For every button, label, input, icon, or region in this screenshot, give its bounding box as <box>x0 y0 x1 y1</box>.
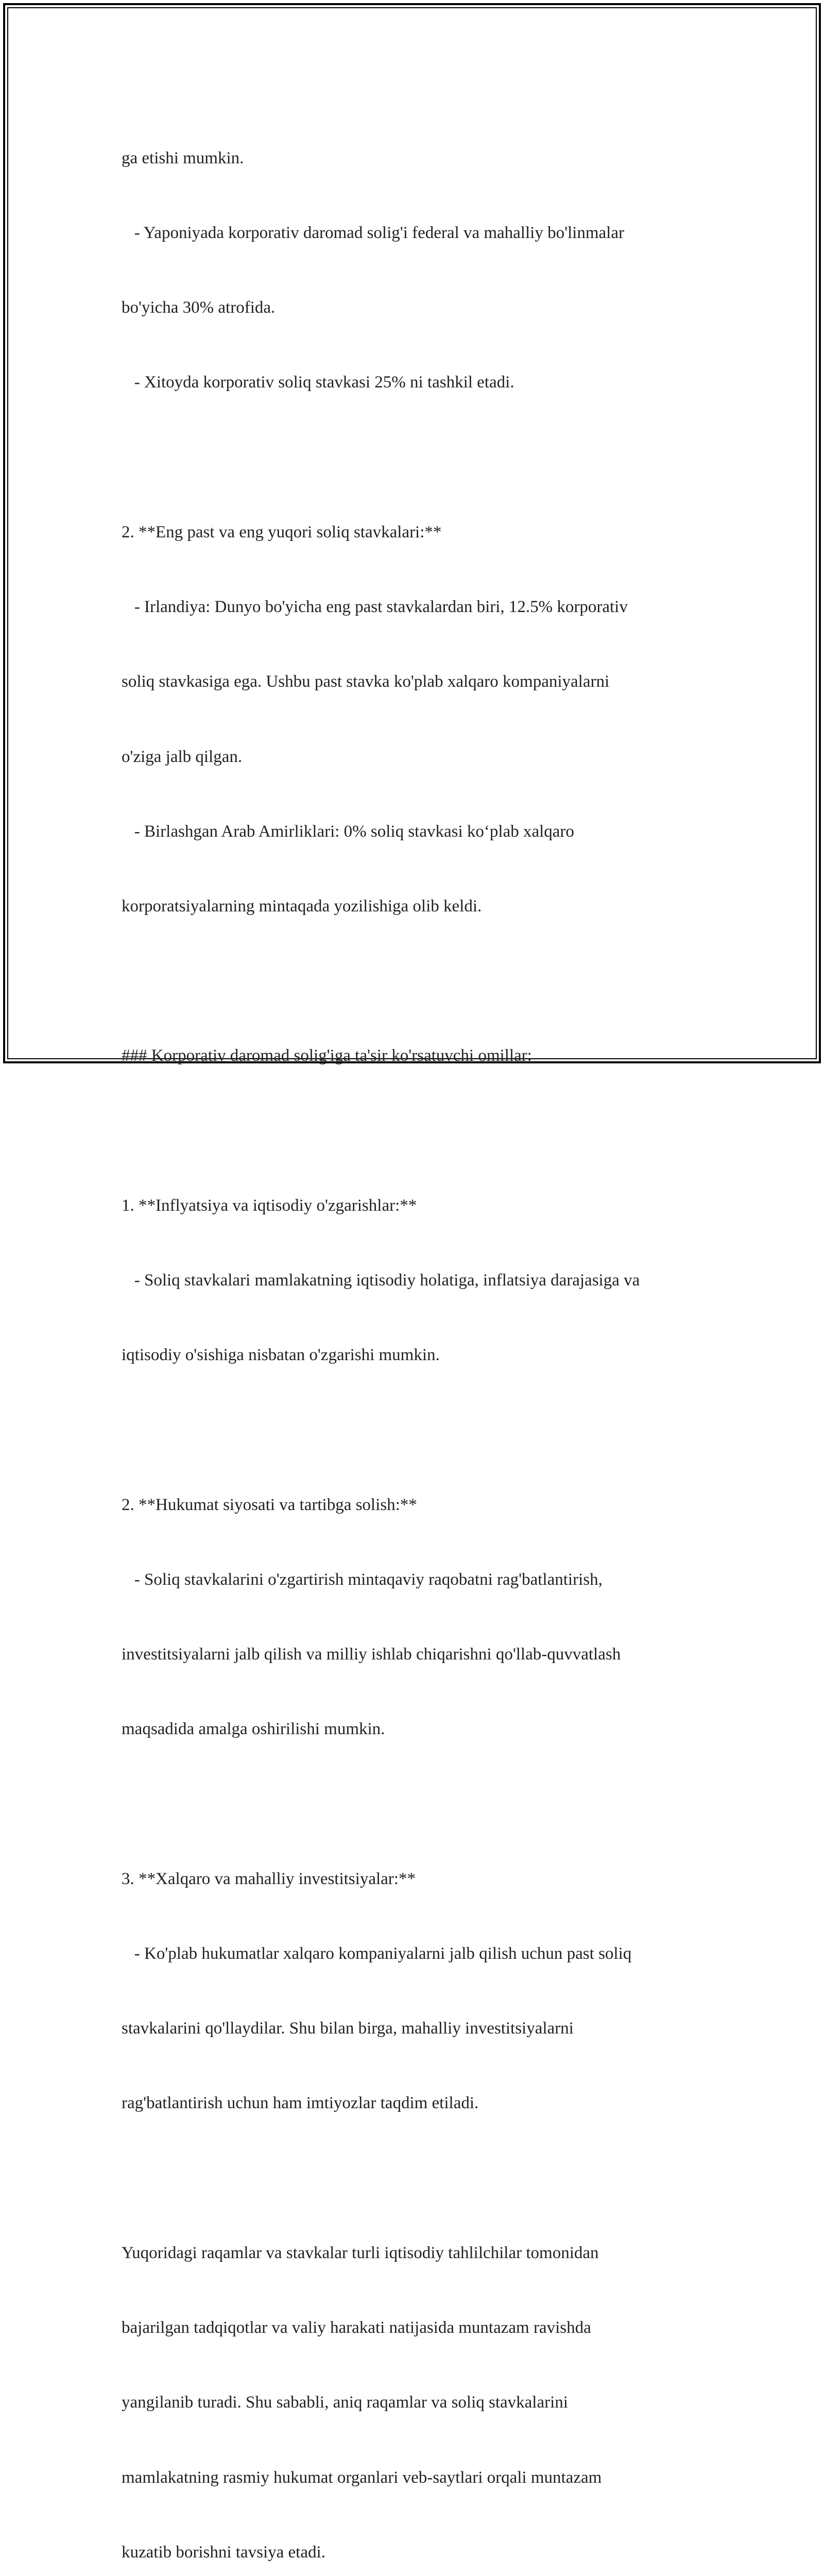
blank-line <box>122 2166 714 2191</box>
text-line: 3. **Xalqaro va mahalliy investitsiyalar:** <box>122 1869 416 1888</box>
text-line: - Soliq stavkalarini o'zgartirish mintaqaviy raqobatni rag'batlantirish, <box>122 1570 603 1589</box>
text-line: yangilanib turadi. Shu sababli, aniq raqamlar va soliq stavkalarini <box>122 2393 568 2412</box>
blank-line <box>122 445 714 470</box>
text-line: bajarilgan tadqiqotlar va valiy harakati natijasida muntazam ravishda <box>122 2318 591 2337</box>
text-line: 1. **Inflyatsiya va iqtisodiy o'zgarishlar:** <box>122 1196 417 1215</box>
blank-line <box>122 1792 714 1817</box>
text-line: mamlakatning rasmiy hukumat organlari veb-saytlari orqali muntazam <box>122 2468 602 2487</box>
text-line: Yuqoridagi raqamlar va stavkalar turli iqtisodiy tahlilchilar tomonidan <box>122 2243 599 2262</box>
blank-line <box>122 1118 714 1143</box>
text-line: - Xitoyda korporativ soliq stavkasi 25% ni tashkil etadi. <box>122 373 514 392</box>
text-line: soliq stavkasiga ega. Ushbu past stavka ko'plab xalqaro kompaniyalarni <box>122 672 610 691</box>
text-line: maqsadida amalga oshirilishi mumkin. <box>122 1720 385 1739</box>
text-line: iqtisodiy o'sishiga nisbatan o'zgarishi mumkin. <box>122 1346 440 1365</box>
section-heading: ### Korporativ daromad solig'iga ta'sir ko'rsatuvchi omillar: <box>122 1046 532 1065</box>
text-line: 2. **Eng past va eng yuqori soliq stavkalari:** <box>122 522 442 541</box>
text-line: bo'yicha 30% atrofida. <box>122 298 276 317</box>
blank-line <box>122 1417 714 1442</box>
text-line: - Birlashgan Arab Amirliklari: 0% soliq stavkasi ko‘plab xalqaro <box>122 822 574 841</box>
text-line: ga etishi mumkin. <box>122 148 244 167</box>
text-line: - Ko'plab hukumatlar xalqaro kompaniyalarni jalb qilish uchun past soliq <box>122 1944 632 1963</box>
text-line: rag'batlantirish uchun ham imtiyozlar taqdim etiladi. <box>122 2094 479 2113</box>
text-line: - Yaponiyada korporativ daromad solig'i federal va mahalliy bo'linmalar <box>122 224 624 243</box>
text-line: stavkalarini qo'llaydilar. Shu bilan birga, mahalliy investitsiyalarni <box>122 2019 574 2038</box>
text-line: - Irlandiya: Dunyo bo'yicha eng past stavkalardan biri, 12.5% korporativ <box>122 598 628 617</box>
text-line: kuzatib borishni tavsiya etadi. <box>122 2543 325 2562</box>
blank-line <box>122 969 714 993</box>
text-line: 2. **Hukumat siyosati va tartibga solish:** <box>122 1495 417 1514</box>
text-line: korporatsiyalarning mintaqada yozilishiga olib keldi. <box>122 896 482 916</box>
text-line: o'ziga jalb qilgan. <box>122 747 243 766</box>
text-line: investitsiyalarni jalb qilish va milliy ishlab chiqarishni qo'llab-quvvatlash <box>122 1645 621 1664</box>
document-body <box>122 96 714 2576</box>
text-line: - Soliq stavkalari mamlakatning iqtisodiy holatiga, inflatsiya darajasiga va <box>122 1271 640 1290</box>
